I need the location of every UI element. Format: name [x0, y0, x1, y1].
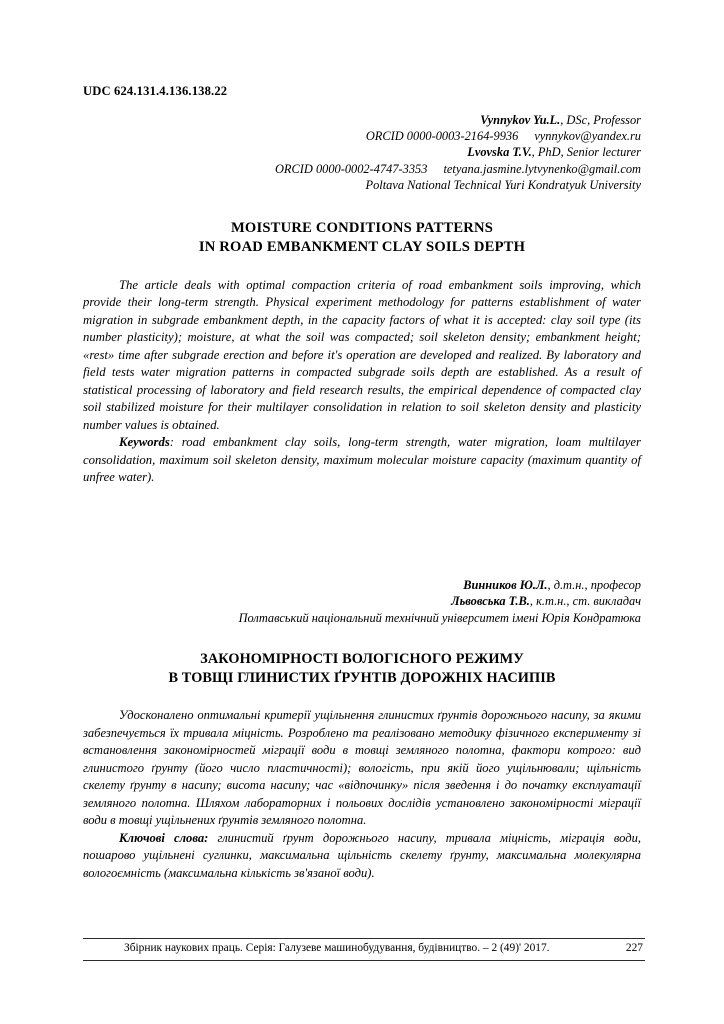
author-credentials-vynnykov: , DSc, Professor — [560, 113, 641, 127]
author-line-uk-2 — [83, 593, 641, 609]
english-keywords-text: : road embankment clay soils, long-term strength, water migration, loam multilayer consolidation, maximum soil skeleton density, maximum molecular moisture capacity (maximum quantity of unfree water). — [83, 435, 641, 484]
english-title-line-1: MOISTURE CONDITIONS PATTERNS — [230, 220, 494, 236]
email-lvovska[interactable]: tetyana.jasmine.lytvynenko@gmail.com — [443, 161, 641, 176]
ukrainian-abstract-block — [83, 707, 641, 882]
ukrainian-author-block — [83, 577, 641, 626]
english-author-block — [83, 112, 641, 193]
english-title-line-2: IN ROAD EMBANKMENT CLAY SOILS DEPTH — [198, 238, 526, 255]
orcid-lvovska: ORCID 0000-0002-4747-3353 — [274, 161, 428, 176]
author-line-uk-1 — [83, 577, 641, 593]
author-line-3 — [83, 144, 641, 160]
english-abstract-text: The article deals with optimal compaction criteria of road embankment soils improving, which provide their long-term strength. Physical experiment methodology for patterns establishment of water migration in subgrade embankment depth, in the capacity factors of what it is accepted: clay soil type (its number plasticity); moisture, at what the soil was compacted; soil skeleton density; embankment height; «rest» time after subgrade erection and before it's operation are developed and realized. By laboratory and field tests water migration patterns in compacted subgrade soils depth are established. As a result of statistical processing of laboratory and field research results, the empirical dependence of compacted clay soil stabilized moisture for their multilayer consolidation in relation to soil skeleton density and plasticity number values is obtained. — [83, 278, 641, 432]
author-line-2 — [83, 128, 641, 144]
author-name-lvovska-uk: Львовська Т.В. — [451, 594, 530, 609]
ukrainian-keywords — [83, 830, 641, 883]
author-name-vynnykov: Vynnykov Yu.L. — [480, 113, 561, 127]
footer-row — [83, 939, 645, 960]
ukrainian-keywords-text: глинистий ґрунт дорожнього насипу, тривала міцність, міграція води, пошарово ущільнені суглинки, максимальна щільність скелету ґрунту, максимальна молекулярна вологоємність (максимальна кількість зв'язаної води). — [83, 830, 641, 880]
ukrainian-abstract-text: Удосконалено оптимальні критерії ущільнення глинистих ґрунтів дорожнього насипу, за якими забезпечується їх тривала міцність. Розроблено та реалізовано методику фізичного експерименту зі встановлення закономірностей міграції води в товщі земляного полотна, фактори котрого: вид глинистого ґрунту (його число пластичності); вологість, при якій його ущільнювали; щільність скелету ґрунту в насипу; висота насипу; час «відпочинку» після зведення і до початку експлуатації земляного полотна. Шляхом лабораторних і польових дослідів установлено закономірності міграції води в товщі ущільнених ґрунтів земляного полотна. — [83, 708, 641, 827]
footer-page-number: 227 — [625, 942, 643, 954]
footer-rule-bottom — [83, 960, 645, 961]
english-keywords-label: Keywords — [119, 435, 170, 450]
email-vynnykov[interactable]: vynnykov@yandex.ru — [534, 129, 641, 144]
orcid-vynnykov: ORCID 0000-0003-2164-9936 — [365, 129, 519, 144]
english-title — [83, 219, 641, 256]
english-keywords — [83, 434, 641, 486]
udc-code: UDC 624.131.4.136.138.22 — [83, 84, 228, 98]
affiliation-ukrainian: Полтавський національний технічний університет імені Юрія Кондратюка — [238, 610, 641, 625]
author-name-vynnykov-uk: Винников Ю.Л. — [463, 578, 548, 592]
author-credentials-vynnykov-uk: , д.т.н., професор — [547, 578, 641, 592]
author-credentials-lvovska: , PhD, Senior lecturer — [531, 145, 641, 160]
footer-citation: Збірник наукових праць. Серія: Галузеве машинобудування, будівництво. – 2 (49)' 2017. — [124, 942, 550, 954]
ukrainian-keywords-label: Ключові слова: — [119, 830, 209, 845]
ukrainian-title — [83, 650, 641, 688]
english-abstract-block — [83, 277, 641, 486]
author-credentials-lvovska-uk: , к.т.н., ст. викладач — [529, 594, 641, 609]
author-line-1 — [83, 112, 641, 128]
ukrainian-title-line-1: ЗАКОНОМІРНОСТІ ВОЛОГІСНОГО РЕЖИМУ — [200, 651, 524, 667]
page-footer — [83, 938, 645, 961]
author-line-4 — [83, 161, 641, 177]
affiliation-english: Poltava National Technical Yuri Kondratyuk University — [365, 177, 641, 192]
ukrainian-title-line-2: В ТОВЩІ ГЛИНИСТИХ ҐРУНТІВ ДОРОЖНІХ НАСИПІВ — [168, 670, 556, 686]
author-name-lvovska: Lvovska T.V. — [467, 145, 532, 160]
